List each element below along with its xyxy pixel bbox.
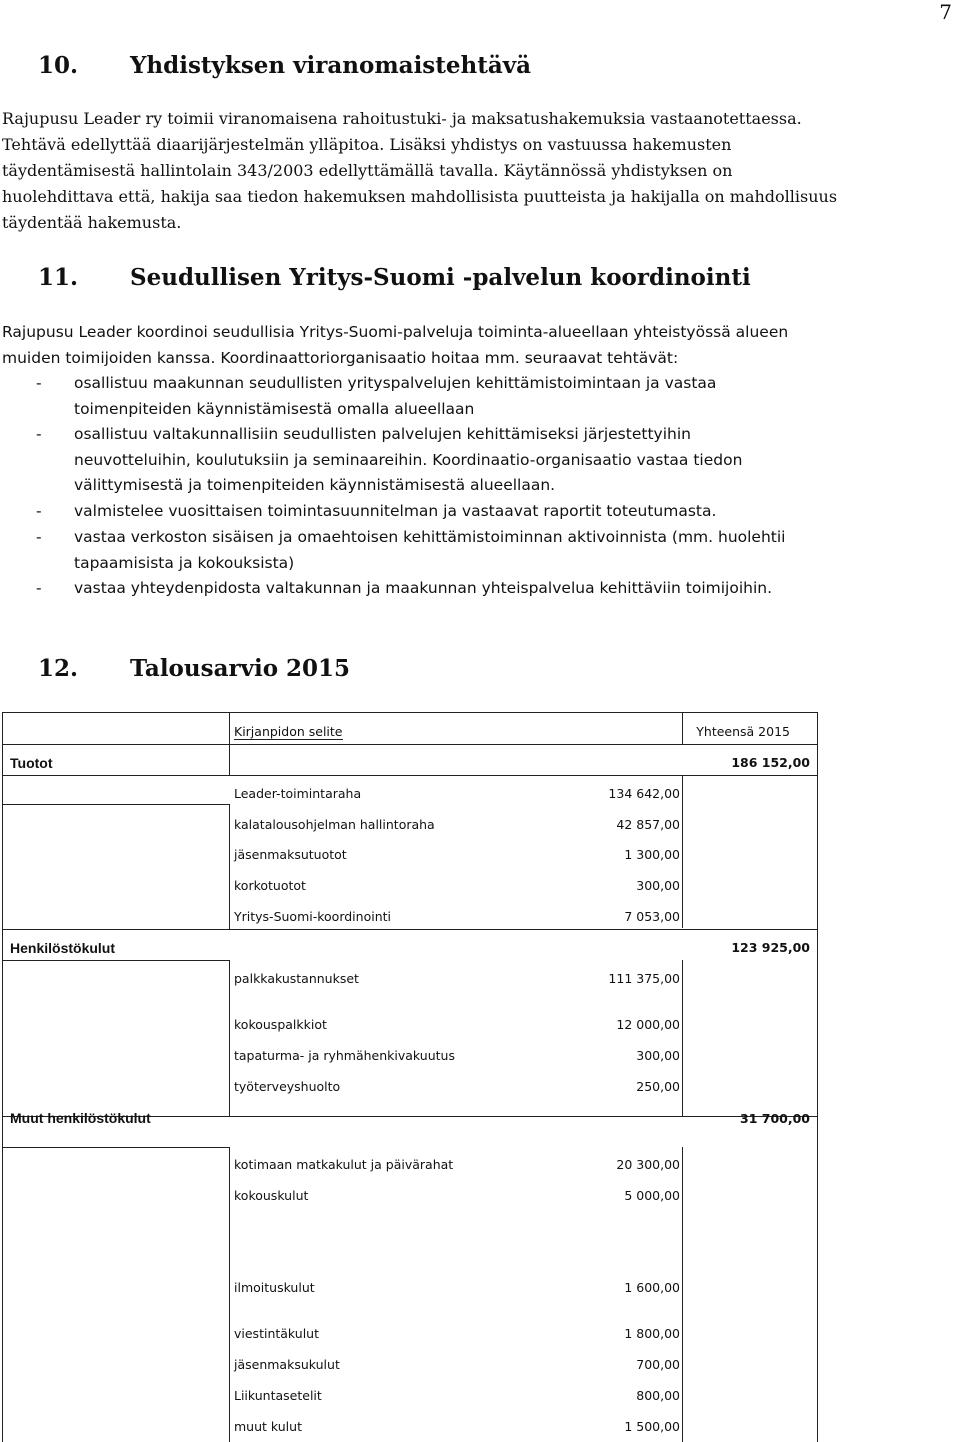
- bullet-line: osallistuu maakunnan seudullisten yrityspalvelujen kehittämistoimintaan ja vastaa: [74, 374, 717, 392]
- item-label: viestintäkulut: [234, 1326, 320, 1341]
- budget-table: [2, 712, 818, 1442]
- section-12-number: 12.: [38, 655, 79, 682]
- section-11-intro-line: Rajupusu Leader koordinoi seudullisia Yritys-Suomi-palveluja toiminta-alueellaan yhteistyössä alueen: [2, 323, 789, 341]
- item-label: muut kulut: [234, 1419, 302, 1434]
- item-amount: 7 053,00: [624, 909, 680, 924]
- row-divider: [2, 1147, 230, 1148]
- column-divider: [682, 960, 683, 1116]
- item-label: kokouspalkkiot: [234, 1017, 327, 1032]
- bullet-line: vastaa verkoston sisäisen ja omaehtoisen kehittämistoiminnan aktivoinnista (mm. huolehtii: [74, 528, 786, 546]
- section-10-line: Tehtävä edellyttää diaarijärjestelmän ylläpitoa. Lisäksi yhdistys on vastuussa hakemusten: [2, 135, 732, 154]
- bullet-dash: -: [36, 502, 42, 520]
- row-divider: [2, 929, 818, 930]
- item-amount: 12 000,00: [616, 1017, 680, 1032]
- section-11-intro: [2, 320, 957, 371]
- item-label: jäsenmaksukulut: [234, 1357, 340, 1372]
- item-amount: 1 500,00: [624, 1419, 680, 1434]
- group-total-income: 186 152,00: [731, 755, 810, 770]
- header-label: Kirjanpidon selite: [234, 724, 343, 739]
- item-amount: 1 300,00: [624, 847, 680, 862]
- item-amount: 134 642,00: [608, 786, 680, 801]
- column-divider: [229, 804, 230, 929]
- section-11-title: Seudullisen Yritys-Suomi -palvelun koordinointi: [130, 264, 751, 291]
- item-amount: 42 857,00: [616, 817, 680, 832]
- column-divider: [682, 1147, 683, 1442]
- bullet-line: välittymisestä ja toimenpiteiden käynnistämisestä alueellaan.: [74, 476, 556, 495]
- bullet-item: [2, 525, 957, 576]
- item-amount: 700,00: [636, 1357, 680, 1372]
- item-label: palkkakustannukset: [234, 971, 359, 986]
- item-amount: 800,00: [636, 1388, 680, 1403]
- table-border-right: [817, 712, 818, 1442]
- item-amount: 300,00: [636, 878, 680, 893]
- section-10-line: täydentää hakemusta.: [2, 213, 182, 232]
- item-amount: 111 375,00: [608, 971, 680, 986]
- bullet-line: toimenpiteiden käynnistämisestä omalla alueellaan: [74, 399, 475, 418]
- page-number: 7: [939, 0, 952, 24]
- item-label: tapaturma- ja ryhmähenkivakuutus: [234, 1048, 455, 1063]
- row-divider: [2, 744, 818, 745]
- bullet-item: [2, 576, 957, 602]
- section-10-heading: [38, 52, 531, 79]
- bullet-dash: -: [36, 425, 42, 443]
- group-name-other-personnel: Muut henkilöstökulut: [10, 1110, 151, 1126]
- bullet-line: neuvotteluihin, koulutuksiin ja seminaareihin. Koordinaatio-organisaatio vastaa tiedon: [74, 450, 743, 469]
- bullet-dash: -: [36, 528, 42, 546]
- item-amount: 250,00: [636, 1079, 680, 1094]
- item-label: Liikuntasetelit: [234, 1388, 322, 1403]
- item-amount: 300,00: [636, 1048, 680, 1063]
- section-12-heading: [38, 655, 350, 682]
- item-label: työterveyshuolto: [234, 1079, 341, 1094]
- item-label: korkotuotot: [234, 878, 306, 893]
- section-11-intro-line: muiden toimijoiden kanssa. Koordinaattoriorganisaatio hoitaa mm. seuraavat tehtävät:: [2, 348, 679, 367]
- section-11-number: 11.: [38, 264, 79, 291]
- header-total: Yhteensä 2015: [696, 724, 790, 739]
- bullet-dash: -: [36, 374, 42, 392]
- bullet-line: tapaamisista ja kokouksista): [74, 553, 295, 572]
- section-10-title: Yhdistyksen viranomaistehtävä: [130, 52, 532, 79]
- column-divider: [229, 960, 230, 1116]
- item-label: jäsenmaksutuotot: [234, 847, 347, 862]
- item-amount: 5 000,00: [624, 1188, 680, 1203]
- item-label: Leader-toimintaraha: [234, 786, 362, 801]
- section-12-title: Talousarvio 2015: [130, 655, 351, 682]
- bullet-item: [2, 499, 957, 525]
- column-divider: [682, 775, 683, 928]
- section-10-line: täydentämisestä hallintolain 343/2003 edellyttämällä tavalla. Käytännössä yhdistyksen on: [2, 161, 733, 180]
- row-divider: [2, 960, 230, 961]
- column-divider: [682, 712, 683, 744]
- item-label: ilmoituskulut: [234, 1280, 315, 1295]
- section-11-heading: [38, 264, 751, 291]
- table-border-left: [2, 712, 3, 1442]
- group-total-other-personnel: 31 700,00: [740, 1111, 810, 1126]
- item-label: kotimaan matkakulut ja päivärahat: [234, 1157, 454, 1172]
- section-10-line: huolehdittava että, hakija saa tiedon hakemuksen mahdollisista puutteista ja hakijalla on mahdollisuus: [2, 187, 838, 206]
- item-amount: 20 300,00: [616, 1157, 680, 1172]
- column-divider: [229, 1147, 230, 1442]
- section-10-paragraph: [2, 106, 957, 236]
- table-border-top: [2, 712, 818, 713]
- section-10-line: Rajupusu Leader ry toimii viranomaisena rahoitustuki- ja maksatushakemuksia vastaanotettaessa.: [2, 109, 802, 128]
- item-amount: 1 800,00: [624, 1326, 680, 1341]
- group-name-personnel: Henkilöstökulut: [10, 940, 116, 956]
- item-label: kalatalousohjelman hallintoraha: [234, 817, 435, 832]
- item-amount: 1 600,00: [624, 1280, 680, 1295]
- bullet-line: osallistuu valtakunnallisiin seudullisten palvelujen kehittämiseksi järjestettyihin: [74, 425, 691, 443]
- bullet-item: [2, 422, 957, 499]
- bullet-dash: -: [36, 579, 42, 597]
- bullet-line: valmistelee vuosittaisen toimintasuunnitelman ja vastaavat raportit toteutumasta.: [74, 502, 717, 520]
- group-name-income: Tuotot: [10, 755, 53, 771]
- group-total-personnel: 123 925,00: [731, 940, 810, 955]
- item-label: Yritys-Suomi-koordinointi: [234, 909, 391, 924]
- section-10-number: 10.: [38, 52, 79, 79]
- item-label: kokouskulut: [234, 1188, 309, 1203]
- row-divider: [2, 804, 230, 805]
- bullet-line: vastaa yhteydenpidosta valtakunnan ja maakunnan yhteispalvelua kehittäviin toimijoihin.: [74, 579, 773, 597]
- bullet-item: [2, 371, 957, 422]
- row-divider: [2, 775, 818, 776]
